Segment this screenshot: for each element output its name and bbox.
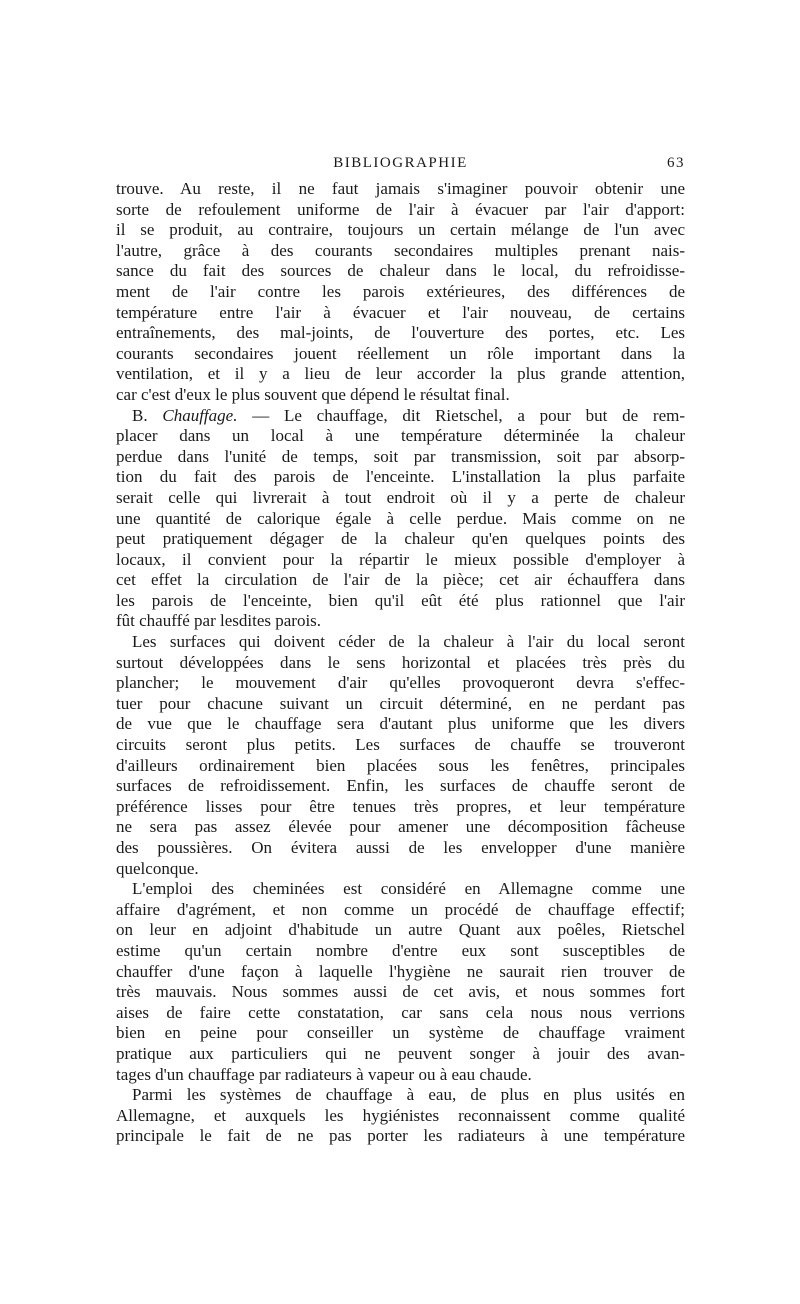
text-line: Allemagne, et auxquels les hygiénistes reconnaissent comme qualité (116, 1105, 685, 1125)
text-line: tages d'un chauffage par radiateurs à vapeur ou à eau chaude. (116, 1064, 532, 1084)
text-line: chauffer d'une façon à laquelle l'hygiène ne saurait rien trouver de (116, 961, 685, 981)
text-line: pratique aux particuliers qui ne peuvent songer à jouir des avan- (116, 1043, 685, 1063)
text-line: bien en peine pour conseiller un système de chauffage vraiment (116, 1023, 685, 1043)
text-line: L'emploi des cheminées est considéré en Allemagne comme une (132, 879, 685, 899)
text-line: courants secondaires jouent réellement un rôle important dans la (116, 343, 685, 363)
text-line: principale le fait de ne pas porter les radiateurs à une température (116, 1126, 685, 1146)
text-line: peut pratiquement dégager de la chaleur qu'en quelques points des (116, 529, 685, 549)
section-letter: B. (132, 405, 148, 425)
paragraph (116, 1085, 685, 1147)
text-line: ment de l'air contre les parois extérieures, des différences de (116, 281, 685, 301)
body-text (116, 179, 685, 1147)
text-line: cet effet la circulation de l'air de la pièce; cet air échauffera dans (116, 570, 685, 590)
text-line: entraînements, des mal-joints, de l'ouverture des portes, etc. Les (116, 323, 685, 343)
paragraph (116, 879, 685, 1085)
text-line: sorte de refoulement uniforme de l'air à évacuer par l'air d'apport: (116, 199, 685, 219)
text-line: tuer pour chacune suivant un circuit déterminé, en ne perdant pas (116, 693, 685, 713)
running-header (116, 155, 685, 179)
text-line: très mauvais. Nous sommes aussi de cet avis, et nous sommes fort (116, 982, 685, 1002)
text-line: estime qu'un certain nombre d'entre eux sont susceptibles de (116, 940, 685, 960)
text-line: plancher; le mouvement d'air qu'elles provoqueront devra s'effec- (116, 673, 685, 693)
text-line: circuits seront plus petits. Les surfaces de chauffe se trouveront (116, 735, 685, 755)
paragraph (116, 406, 685, 633)
text-line: fût chauffé par lesdites parois. (116, 611, 322, 631)
text-line: préférence lisses pour être tenues très propres, et leur température (116, 796, 685, 816)
text-line: trouve. Au reste, il ne faut jamais s'imaginer pouvoir obtenir une (116, 179, 685, 198)
text-line: des poussières. On évitera aussi de les envelopper d'une manière (116, 838, 685, 857)
text-line: tion du fait des parois de l'enceinte. L'installation la plus parfaite (116, 467, 685, 487)
text-line: d'ailleurs ordinairement bien placées sous les fenêtres, principales (116, 755, 685, 775)
text-line: perdue dans l'unité de temps, soit par transmission, soit par absorp- (116, 446, 685, 466)
text-line: il se produit, au contraire, toujours un certain mélange de l'un avec (116, 220, 685, 240)
text-line: car c'est d'eux le plus souvent que dépend le résultat final. (116, 384, 510, 404)
text-line: Parmi les systèmes de chauffage à eau, de plus en plus usités en (132, 1085, 685, 1105)
text-line: serait celle qui livrerait à tout endroit où il y a perte de chaleur (116, 487, 685, 507)
text-line: affaire d'agrément, et non comme un procédé de chauffage effectif; (116, 899, 685, 919)
text-line: aises de faire cette constatation, car sans cela nous nous verrions (116, 1002, 685, 1022)
text-line-rest: — Le chauffage, dit Rietschel, a pour but de rem- (252, 405, 685, 425)
text-line: sance du fait des sources de chaleur dans le local, du refroidisse- (116, 261, 685, 281)
text-line: surtout développées dans le sens horizontal et placées très près du (116, 652, 685, 672)
paragraph (116, 179, 685, 406)
text-line: ne sera pas assez élevée pour amener une décomposition fâcheuse (116, 817, 685, 837)
text-line: surfaces de refroidissement. Enfin, les surfaces de chauffe seront de (116, 776, 685, 796)
text-line: température entre l'air à évacuer et l'air nouveau, de certains (116, 302, 685, 322)
text-line: de vue que le chauffage sera d'autant plus uniforme que les divers (116, 714, 685, 734)
text-line: on leur en adjoint d'habitude un autre Quant aux poêles, Rietschel (116, 920, 685, 940)
text-line: locaux, il convient pour la répartir le mieux possible d'employer à (116, 549, 685, 569)
text-line: l'autre, grâce à des courants secondaires multiples prenant nais- (116, 240, 685, 260)
text-line: les parois de l'enceinte, bien qu'il eût été plus rationnel que l'air (116, 590, 685, 610)
paragraph (116, 632, 685, 879)
text-line: Les surfaces qui doivent céder de la chaleur à l'air du local seront (132, 632, 685, 652)
book-page (116, 155, 685, 1147)
text-line (116, 406, 685, 427)
text-line: placer dans un local à une température déterminée la chaleur (116, 426, 685, 446)
text-line: une quantité de calorique égale à celle perdue. Mais comme on ne (116, 508, 685, 528)
running-title: BIBLIOGRAPHIE (333, 155, 468, 171)
page-number: 63 (667, 155, 685, 171)
text-line: quelconque. (116, 858, 199, 878)
text-line: ventilation, et il y a lieu de leur accorder la plus grande attention, (116, 364, 685, 384)
section-heading: Chauffage. (162, 405, 238, 425)
